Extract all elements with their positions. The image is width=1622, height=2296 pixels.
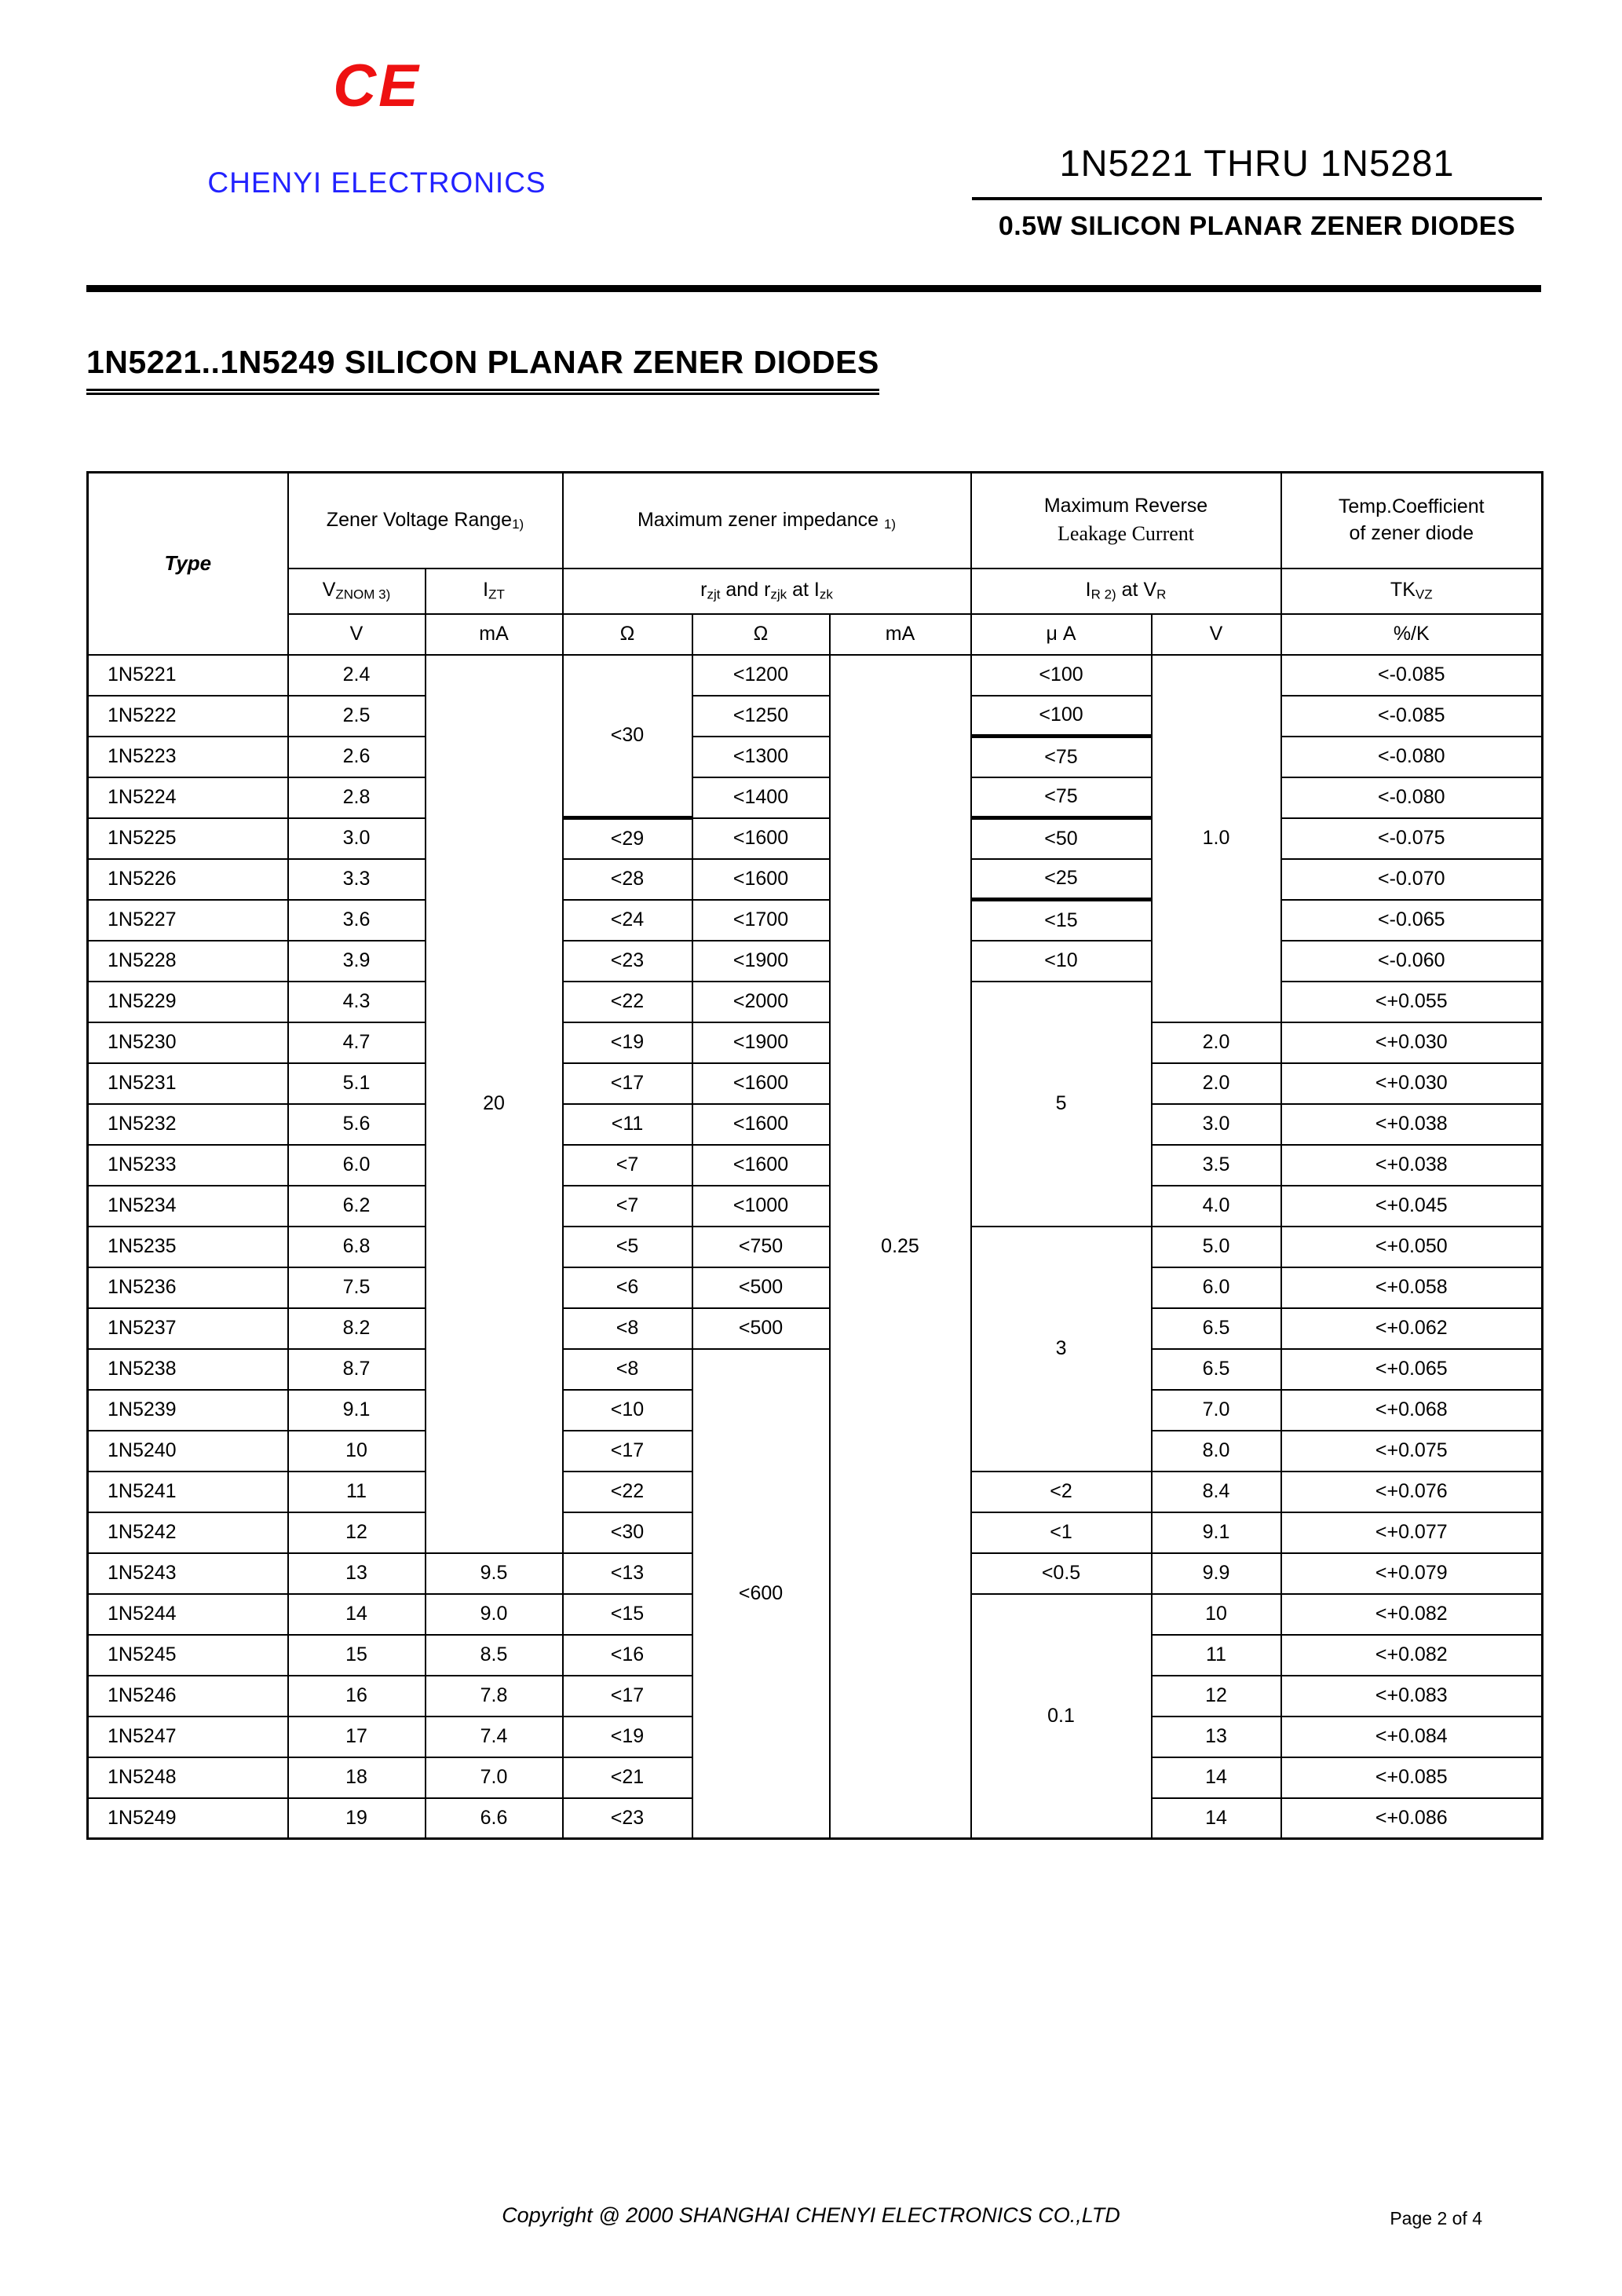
table-row (88, 859, 1543, 900)
type-cell: 1N5247 (88, 1717, 288, 1757)
value-cell: 14 (1152, 1757, 1281, 1798)
table-row (88, 1186, 1543, 1227)
value-cell: 18 (288, 1757, 426, 1798)
unit-ma: mA (426, 614, 563, 655)
type-cell: 1N5237 (88, 1308, 288, 1349)
value-cell: 3.9 (288, 941, 426, 982)
table-row (88, 1349, 1543, 1390)
unit-percent-k: %/K (1281, 614, 1543, 655)
table-row (88, 1063, 1543, 1104)
type-cell: 1N5243 (88, 1553, 288, 1594)
value-cell: 13 (1152, 1717, 1281, 1757)
value-cell: <500 (692, 1267, 830, 1308)
value-cell: <+0.085 (1281, 1757, 1543, 1798)
table-header (88, 473, 1543, 655)
value-cell: 5 (971, 982, 1152, 1227)
value-cell: 14 (288, 1594, 426, 1635)
value-cell: 19 (288, 1798, 426, 1839)
value-cell: <-0.085 (1281, 696, 1543, 737)
value-cell: 13 (288, 1553, 426, 1594)
section-title: 1N5221..1N5249 SILICON PLANAR ZENER DIODES (86, 344, 879, 395)
type-cell: 1N5245 (88, 1635, 288, 1676)
value-cell: <0.5 (971, 1553, 1152, 1594)
brand-block (188, 53, 565, 199)
col-header-type: Type (88, 473, 288, 655)
value-cell: <1250 (692, 696, 830, 737)
value-cell: <+0.075 (1281, 1431, 1543, 1472)
unit-v-vr: V (1152, 614, 1281, 655)
value-cell: <100 (971, 655, 1152, 696)
value-cell: 10 (288, 1431, 426, 1472)
header-divider-rule (86, 285, 1541, 292)
value-cell: <-0.065 (1281, 900, 1543, 941)
type-cell: 1N5246 (88, 1676, 288, 1717)
value-cell: <8 (563, 1349, 692, 1390)
value-cell: <+0.086 (1281, 1798, 1543, 1839)
value-cell: 7.5 (288, 1267, 426, 1308)
type-cell: 1N5240 (88, 1431, 288, 1472)
value-cell: 2.5 (288, 696, 426, 737)
value-cell: <1000 (692, 1186, 830, 1227)
table-row (88, 1104, 1543, 1145)
value-cell: <-0.080 (1281, 777, 1543, 818)
value-cell: <15 (971, 900, 1152, 941)
value-cell: 5.1 (288, 1063, 426, 1104)
type-cell: 1N5242 (88, 1512, 288, 1553)
col-header-tkvz: $TK_{VZ}$ (1281, 569, 1543, 614)
value-cell: 2.0 (1152, 1022, 1281, 1063)
col-header-zener-voltage-range (288, 473, 563, 569)
table-row (88, 818, 1543, 859)
value-cell: <1700 (692, 900, 830, 941)
temp-line2: of zener diode (1349, 521, 1474, 544)
type-cell: 1N5221 (88, 655, 288, 696)
value-cell: 6.0 (288, 1145, 426, 1186)
value-cell: 6.0 (1152, 1267, 1281, 1308)
value-cell: <11 (563, 1104, 692, 1145)
value-cell: 6.6 (426, 1798, 563, 1839)
value-cell: <+0.077 (1281, 1512, 1543, 1553)
value-cell: <-0.060 (1281, 941, 1543, 982)
table-row (88, 1145, 1543, 1186)
type-cell: 1N5238 (88, 1349, 288, 1390)
value-cell: <1600 (692, 1104, 830, 1145)
value-cell: 9.9 (1152, 1553, 1281, 1594)
type-cell: 1N5231 (88, 1063, 288, 1104)
value-cell: 8.0 (1152, 1431, 1281, 1472)
title-block (972, 141, 1542, 242)
value-cell: <75 (971, 777, 1152, 818)
type-cell: 1N5244 (88, 1594, 288, 1635)
value-cell: 3.0 (1152, 1104, 1281, 1145)
type-cell: 1N5230 (88, 1022, 288, 1063)
value-cell: 20 (426, 655, 563, 1553)
value-cell: <+0.079 (1281, 1553, 1543, 1594)
value-cell: <5 (563, 1227, 692, 1267)
value-cell: <+0.083 (1281, 1676, 1543, 1717)
type-cell: 1N5236 (88, 1267, 288, 1308)
value-cell: <30 (563, 1512, 692, 1553)
type-cell: 1N5232 (88, 1104, 288, 1145)
value-cell: <1600 (692, 818, 830, 859)
value-cell: <+0.038 (1281, 1104, 1543, 1145)
value-cell: <75 (971, 737, 1152, 777)
value-cell: <-0.070 (1281, 859, 1543, 900)
value-cell: 0.1 (971, 1594, 1152, 1839)
header-row-symbols (88, 569, 1543, 614)
value-cell: <1200 (692, 655, 830, 696)
col-header-ir-at-vr: $I_{R 2)}$ at $V_R$ (971, 569, 1281, 614)
type-cell: 1N5233 (88, 1145, 288, 1186)
type-cell: 1N5228 (88, 941, 288, 982)
value-cell: <+0.065 (1281, 1349, 1543, 1390)
type-cell: 1N5223 (88, 737, 288, 777)
value-cell: 2.6 (288, 737, 426, 777)
type-cell: 1N5239 (88, 1390, 288, 1431)
value-cell: 11 (288, 1472, 426, 1512)
value-cell: <23 (563, 1798, 692, 1839)
table-row (88, 982, 1543, 1022)
value-cell: 7.4 (426, 1717, 563, 1757)
value-cell: <10 (563, 1390, 692, 1431)
value-cell: <+0.038 (1281, 1145, 1543, 1186)
value-cell: 7.0 (1152, 1390, 1281, 1431)
value-cell: <8 (563, 1308, 692, 1349)
value-cell: 6.5 (1152, 1308, 1281, 1349)
value-cell: 2.4 (288, 655, 426, 696)
value-cell: 16 (288, 1676, 426, 1717)
value-cell: 3 (971, 1227, 1152, 1472)
value-cell: 6.5 (1152, 1349, 1281, 1390)
value-cell: 2.8 (288, 777, 426, 818)
value-cell: <13 (563, 1553, 692, 1594)
value-cell: 8.4 (1152, 1472, 1281, 1512)
value-cell: <24 (563, 900, 692, 941)
value-cell: <22 (563, 982, 692, 1022)
temp-line1: Temp.Coefficient (1338, 495, 1485, 517)
value-cell: 3.6 (288, 900, 426, 941)
mzi-label: Maximum zener impedance (637, 508, 884, 531)
value-cell: <16 (563, 1635, 692, 1676)
value-cell: <500 (692, 1308, 830, 1349)
table-row (88, 777, 1543, 818)
type-cell: 1N5226 (88, 859, 288, 900)
table-row (88, 1227, 1543, 1267)
col-header-izt: $I_{ZT}$ (426, 569, 563, 614)
spec-table (86, 471, 1543, 1840)
value-cell: 15 (288, 1635, 426, 1676)
unit-ua: μ A (971, 614, 1152, 655)
col-header-max-reverse-leakage (971, 473, 1281, 569)
value-cell: 9.5 (426, 1553, 563, 1594)
value-cell: <1 (971, 1512, 1152, 1553)
value-cell: <+0.082 (1281, 1635, 1543, 1676)
type-cell: 1N5229 (88, 982, 288, 1022)
value-cell: <+0.055 (1281, 982, 1543, 1022)
unit-ohm-rzjt: Ω (563, 614, 692, 655)
value-cell: <25 (971, 859, 1152, 900)
value-cell: <1900 (692, 1022, 830, 1063)
value-cell: <7 (563, 1145, 692, 1186)
value-cell: <6 (563, 1267, 692, 1308)
value-cell: 6.2 (288, 1186, 426, 1227)
type-cell: 1N5241 (88, 1472, 288, 1512)
value-cell: <+0.062 (1281, 1308, 1543, 1349)
value-cell: 12 (288, 1512, 426, 1553)
value-cell: 5.6 (288, 1104, 426, 1145)
part-range-title: 1N5221 THRU 1N5281 (972, 141, 1542, 200)
col-header-temp-coefficient (1281, 473, 1543, 569)
value-cell: <1300 (692, 737, 830, 777)
type-cell: 1N5235 (88, 1227, 288, 1267)
table-row (88, 737, 1543, 777)
table-row (88, 1308, 1543, 1349)
company-name: CHENYI ELECTRONICS (207, 166, 546, 199)
unit-ma-izk: mA (830, 614, 971, 655)
value-cell: 1.0 (1152, 655, 1281, 1022)
value-cell: <+0.050 (1281, 1227, 1543, 1267)
table-body (88, 655, 1543, 1839)
value-cell: <22 (563, 1472, 692, 1512)
value-cell: <+0.084 (1281, 1717, 1543, 1757)
value-cell: <+0.076 (1281, 1472, 1543, 1512)
value-cell: <30 (563, 655, 692, 818)
table-row (88, 900, 1543, 941)
zvr-note: 1) (512, 516, 524, 532)
value-cell: 4.3 (288, 982, 426, 1022)
value-cell: <17 (563, 1063, 692, 1104)
value-cell: 4.7 (288, 1022, 426, 1063)
value-cell: 3.0 (288, 818, 426, 859)
value-cell: 5.0 (1152, 1227, 1281, 1267)
value-cell: 3.3 (288, 859, 426, 900)
document-subtitle: 0.5W SILICON PLANAR ZENER DIODES (998, 211, 1516, 241)
value-cell: <-0.080 (1281, 737, 1543, 777)
value-cell: 4.0 (1152, 1186, 1281, 1227)
value-cell: <100 (971, 696, 1152, 737)
value-cell: <1600 (692, 859, 830, 900)
value-cell: 14 (1152, 1798, 1281, 1839)
value-cell: 7.8 (426, 1676, 563, 1717)
value-cell: <+0.030 (1281, 1063, 1543, 1104)
value-cell: <21 (563, 1757, 692, 1798)
value-cell: 9.1 (1152, 1512, 1281, 1553)
value-cell: <1600 (692, 1145, 830, 1186)
value-cell: <+0.058 (1281, 1267, 1543, 1308)
col-header-rz-at-izk: $r_{zjt}$ and $r_{zjk}$ at $I_{zk}$ (563, 569, 971, 614)
value-cell: 11 (1152, 1635, 1281, 1676)
value-cell: <1600 (692, 1063, 830, 1104)
footer-page-number: Page 2 of 4 (1390, 2208, 1482, 2228)
table-row (88, 655, 1543, 696)
value-cell: <29 (563, 818, 692, 859)
value-cell: 9.1 (288, 1390, 426, 1431)
ce-logo: CE (333, 53, 421, 119)
max-reverse-line2: Leakage Current (1058, 521, 1194, 545)
value-cell: 8.2 (288, 1308, 426, 1349)
value-cell: 8.7 (288, 1349, 426, 1390)
value-cell: <-0.085 (1281, 655, 1543, 696)
value-cell: <28 (563, 859, 692, 900)
unit-v: V (288, 614, 426, 655)
value-cell: 9.0 (426, 1594, 563, 1635)
value-cell: <2000 (692, 982, 830, 1022)
value-cell: <+0.030 (1281, 1022, 1543, 1063)
type-cell: 1N5225 (88, 818, 288, 859)
table-row (88, 1022, 1543, 1063)
value-cell: 3.5 (1152, 1145, 1281, 1186)
value-cell: <17 (563, 1431, 692, 1472)
type-cell: 1N5222 (88, 696, 288, 737)
value-cell: 0.25 (830, 655, 971, 1839)
value-cell: 12 (1152, 1676, 1281, 1717)
spec-table-wrap (86, 471, 1543, 1840)
col-header-max-impedance (563, 473, 971, 569)
value-cell: <10 (971, 941, 1152, 982)
value-cell: 17 (288, 1717, 426, 1757)
value-cell: <1400 (692, 777, 830, 818)
value-cell: <600 (692, 1349, 830, 1839)
table-row (88, 1267, 1543, 1308)
value-cell: 6.8 (288, 1227, 426, 1267)
value-cell: 8.5 (426, 1635, 563, 1676)
type-cell: 1N5227 (88, 900, 288, 941)
value-cell: <15 (563, 1594, 692, 1635)
value-cell: <-0.075 (1281, 818, 1543, 859)
value-cell: 10 (1152, 1594, 1281, 1635)
type-cell: 1N5224 (88, 777, 288, 818)
header-row-groups (88, 473, 1543, 569)
value-cell: <+0.082 (1281, 1594, 1543, 1635)
table-row (88, 696, 1543, 737)
zvr-label: Zener Voltage Range (326, 508, 513, 531)
value-cell: <23 (563, 941, 692, 982)
type-cell: 1N5248 (88, 1757, 288, 1798)
value-cell: 2.0 (1152, 1063, 1281, 1104)
mzi-note: 1) (883, 516, 897, 532)
type-cell: 1N5234 (88, 1186, 288, 1227)
value-cell: <+0.045 (1281, 1186, 1543, 1227)
max-reverse-line1: Maximum Reverse (1043, 495, 1208, 517)
table-row (88, 941, 1543, 982)
col-header-vznom: $V_{ZNOM 3)}$ (288, 569, 426, 614)
value-cell: <50 (971, 818, 1152, 859)
type-cell: 1N5249 (88, 1798, 288, 1839)
value-cell: <19 (563, 1022, 692, 1063)
value-cell: 7.0 (426, 1757, 563, 1798)
value-cell: <19 (563, 1717, 692, 1757)
footer-copyright: Copyright @ 2000 SHANGHAI CHENYI ELECTRONICS CO.,LTD (502, 2203, 1120, 2227)
value-cell: <+0.068 (1281, 1390, 1543, 1431)
value-cell: <2 (971, 1472, 1152, 1512)
unit-ohm-rzjk: Ω (692, 614, 830, 655)
header-row-units (88, 614, 1543, 655)
value-cell: <17 (563, 1676, 692, 1717)
value-cell: <7 (563, 1186, 692, 1227)
value-cell: <1900 (692, 941, 830, 982)
value-cell: <750 (692, 1227, 830, 1267)
